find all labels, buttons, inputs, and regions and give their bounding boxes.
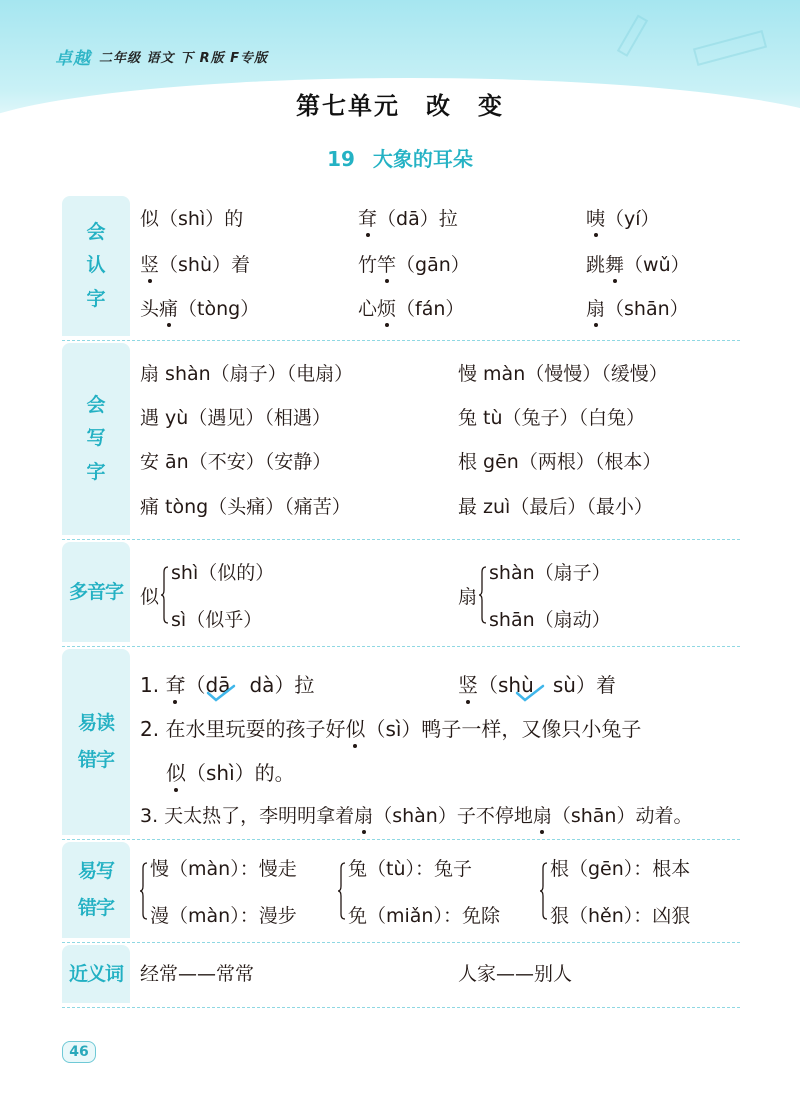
write-item: 慢 màn（慢慢）（缓慢） <box>458 363 668 385</box>
recognize-item: 头痛（tòng） <box>140 294 259 321</box>
synonym-item: 人家——别人 <box>458 963 573 985</box>
book-header <box>55 44 268 69</box>
recognize-item: 竖（shù）着 <box>140 250 250 277</box>
brace-icon <box>161 563 169 627</box>
brace-icon <box>540 859 548 923</box>
recognize-content <box>140 196 740 340</box>
miswrite-group: 兔（tù）：兔子 免（miǎn）：免除 <box>338 854 500 928</box>
lesson-title <box>0 143 800 172</box>
section-label: 会 认 字 <box>62 196 130 336</box>
section-label: 易读 错字 <box>62 649 130 835</box>
book-info: 二年级 语文 下 R版 F专版 <box>99 51 268 66</box>
polyphone-content <box>140 542 740 646</box>
synonym-item: 经常——常常 <box>140 963 255 985</box>
answer-option: sù <box>552 673 576 697</box>
write-item: 兔 tù（兔子）（白兔） <box>458 407 646 429</box>
miswrite-group: 根（gēn）：根本 狠（hěn）：凶狠 <box>540 854 690 928</box>
miswrite-content <box>140 842 740 942</box>
pencil-decoration-icon <box>600 10 660 70</box>
answer-option: dà <box>249 673 275 697</box>
section-synonym <box>62 945 740 1008</box>
polyphone-group: 似 shì（似的） sì（似乎） <box>140 562 275 631</box>
write-item: 痛 tòng（头痛）（痛苦） <box>140 496 351 518</box>
misread-question-2: 2. 在水里玩耍的孩子好似（sì）鸭子一样，又像只小兔子 <box>140 713 641 742</box>
recognize-item: 竹竿（gān） <box>358 250 470 277</box>
section-label: 多音字 <box>62 542 130 642</box>
synonym-content <box>140 945 740 1007</box>
recognize-item: 咦（yí） <box>586 204 660 231</box>
answer-option: shù <box>498 673 534 697</box>
write-item: 遇 yù（遇见）（相遇） <box>140 407 331 429</box>
write-item: 根 gēn（两根）（根本） <box>458 451 662 473</box>
section-label: 会 写 字 <box>62 343 130 535</box>
misread-question-1a: 1. 耷（dā dà）拉 <box>140 669 314 698</box>
section-polyphone <box>62 542 740 647</box>
page-number: 46 <box>62 1041 96 1063</box>
section-write <box>62 343 740 540</box>
write-item: 安 ān（不安）（安静） <box>140 451 332 473</box>
write-item: 扇 shàn（扇子）（电扇） <box>140 363 354 385</box>
brace-icon <box>479 563 487 627</box>
check-mark-icon <box>206 683 236 703</box>
logo: 卓越 <box>55 49 91 69</box>
lesson-number: 19 <box>327 147 355 171</box>
section-label: 易写 错字 <box>62 842 130 938</box>
section-misread <box>62 649 740 840</box>
misread-content <box>140 649 740 839</box>
misread-question-2-cont: 似（shì）的。 <box>166 757 295 786</box>
ruler-decoration-icon <box>690 30 770 70</box>
recognize-item: 扇（shān） <box>586 294 689 321</box>
unit-title: 第七单元 改 变 <box>296 92 504 120</box>
write-item: 最 zuì（最后）（最小） <box>458 496 653 518</box>
polyphone-group: 扇 shàn（扇子） shān（扇动） <box>458 562 611 631</box>
recognize-item: 心烦（fán） <box>358 294 464 321</box>
write-content <box>140 343 740 539</box>
check-mark-icon <box>515 683 545 703</box>
recognize-item: 跳舞（wǔ） <box>586 250 690 277</box>
misread-question-3: 3. 天太热了，李明明拿着扇（shàn）子不停地扇（shān）动着。 <box>140 801 692 828</box>
lesson-name: 大象的耳朵 <box>372 147 473 171</box>
recognize-item: 似（shì）的 <box>140 208 244 230</box>
miswrite-group: 慢（màn）：慢走 漫（màn）：漫步 <box>140 854 297 928</box>
section-recognize <box>62 196 740 341</box>
brace-icon <box>140 859 148 923</box>
misread-question-1b: 竖（shù sù）着 <box>458 669 616 698</box>
recognize-item: 耷（dā）拉 <box>358 204 458 231</box>
answer-option: dā <box>205 673 231 697</box>
brace-icon <box>338 859 346 923</box>
section-label: 近义词 <box>62 945 130 1003</box>
section-miswrite <box>62 842 740 943</box>
